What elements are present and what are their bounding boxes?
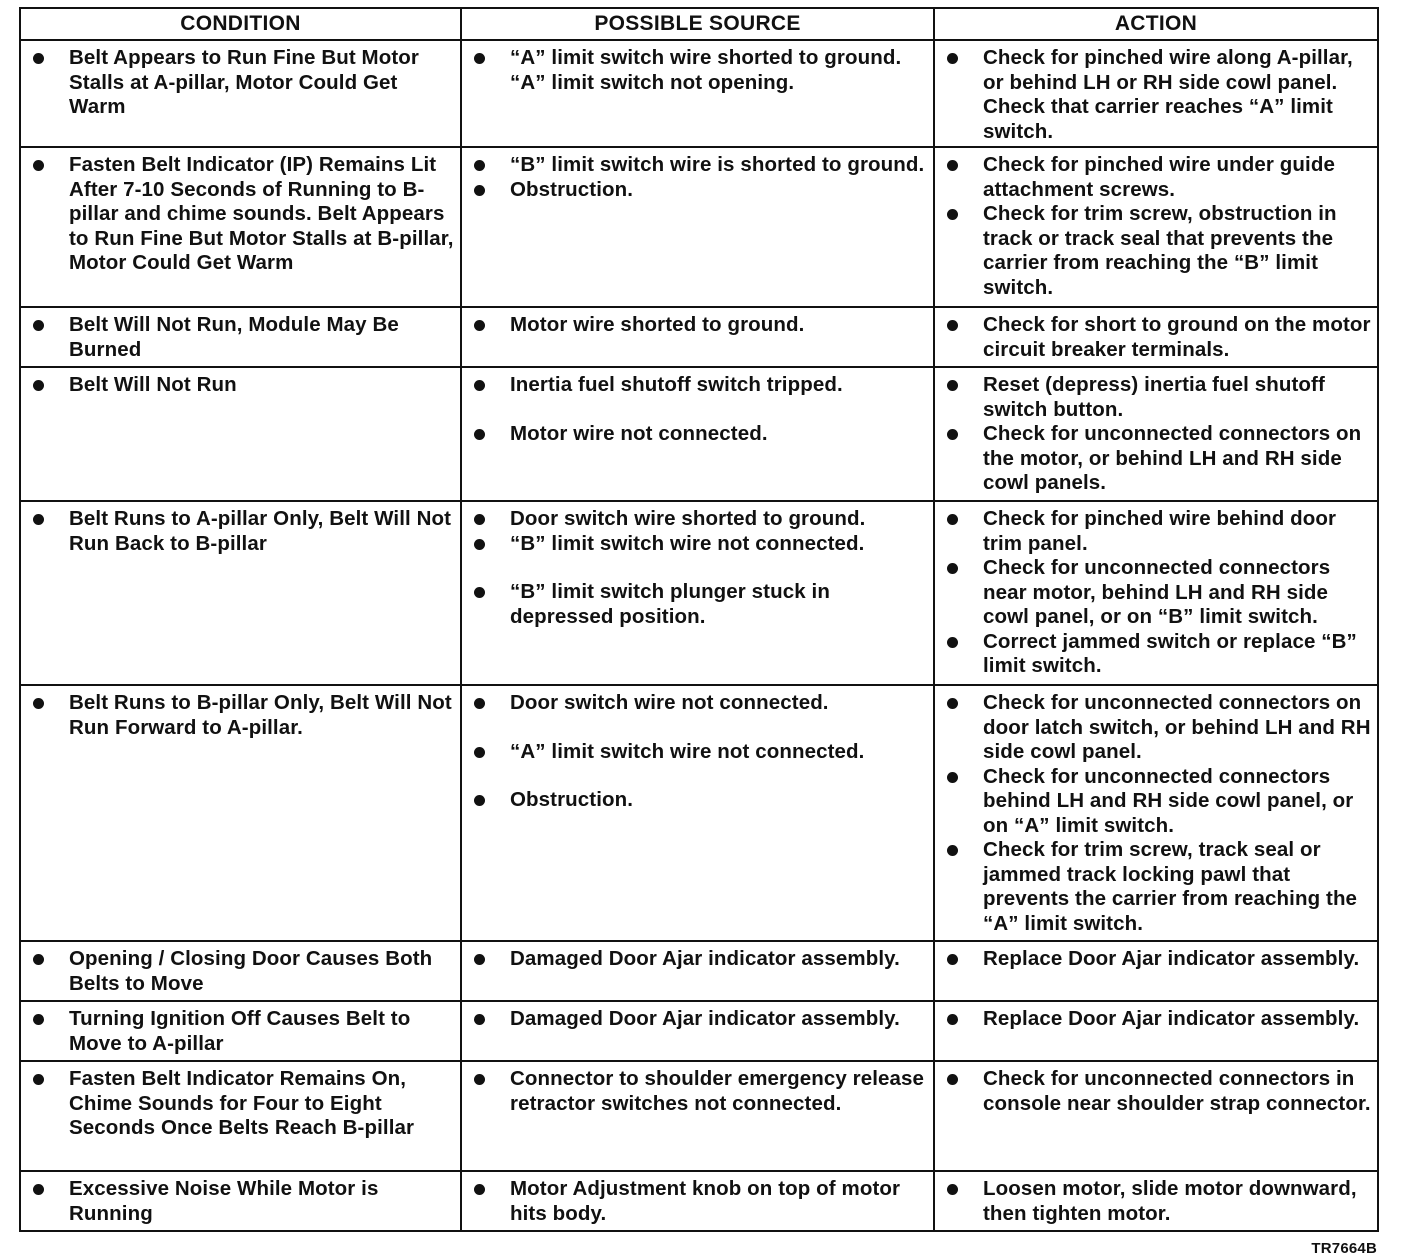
bullet-text: Check for unconnected connectors in console near shoulder strap connector. — [983, 1067, 1371, 1115]
bullet-text: Check for unconnected connectors on the motor, or behind LH and RH side cowl panels. — [983, 422, 1362, 494]
action-cell — [934, 1171, 1378, 1231]
bullet-item — [943, 422, 1371, 496]
condition-cell — [20, 1001, 461, 1061]
table-row — [20, 307, 1378, 367]
bullet-dot-icon — [33, 954, 44, 965]
bullet-text: Check for pinched wire behind door trim panel. — [983, 507, 1337, 555]
bullet-item — [470, 691, 927, 716]
bullet-item — [943, 691, 1371, 765]
bullet-list — [470, 691, 927, 813]
bullet-dot-icon — [947, 563, 958, 574]
bullet-dot-icon — [33, 380, 44, 391]
table-row — [20, 1001, 1378, 1061]
bullet-dot-icon — [474, 380, 485, 391]
bullet-text: Door switch wire shorted to ground. — [510, 507, 866, 530]
bullet-dot-icon — [33, 53, 44, 64]
bullet-list — [470, 1007, 927, 1032]
bullet-dot-icon — [33, 1184, 44, 1195]
bullet-list — [29, 507, 454, 556]
bullet-item — [943, 153, 1371, 202]
bullet-item — [470, 788, 927, 813]
bullet-text: Motor wire not connected. — [510, 421, 768, 445]
bullet-list — [29, 46, 454, 120]
bullet-text: Belt Runs to A-pillar Only, Belt Will Not Run Back to B-pillar — [69, 507, 452, 555]
bullet-text: “A” limit switch wire not connected. — [510, 739, 865, 763]
bullet-item — [470, 532, 927, 557]
bullet-text: Connector to shoulder emergency release retractor switches not connected. — [510, 1067, 925, 1115]
bullet-list — [470, 1177, 927, 1226]
bullet-dot-icon — [33, 1074, 44, 1085]
bullet-item — [943, 373, 1371, 422]
bullet-list — [470, 1067, 927, 1116]
bullet-item — [29, 691, 454, 740]
bullet-text: Excessive Noise While Motor is Running — [69, 1177, 379, 1225]
bullet-list — [29, 1177, 454, 1226]
bullet-text: “B” limit switch wire is shorted to ground. — [510, 153, 925, 176]
bullet-dot-icon — [474, 185, 485, 196]
bullet-dot-icon — [474, 587, 485, 598]
bullet-item — [470, 1007, 927, 1032]
bullet-dot-icon — [474, 747, 485, 758]
bullet-list — [29, 313, 454, 362]
bullet-dot-icon — [947, 698, 958, 709]
bullet-text: Door switch wire not connected. — [510, 691, 829, 714]
bullet-list — [29, 1007, 454, 1056]
bullet-text: Replace Door Ajar indicator assembly. — [983, 947, 1360, 970]
table-header — [20, 8, 1378, 40]
bullet-text: Check for unconnected connectors behind LH and RH side cowl panel, or on “A” limit switch. — [983, 764, 1354, 837]
bullet-text: Belt Will Not Run, Module May Be Burned — [69, 313, 399, 361]
bullet-dot-icon — [33, 698, 44, 709]
bullet-text: Turning Ignition Off Causes Belt to Move to A-pillar — [69, 1007, 411, 1055]
bullet-list — [29, 153, 454, 276]
table-row — [20, 147, 1378, 307]
bullet-text: Obstruction. — [510, 788, 634, 811]
bullet-text: Check for short to ground on the motor circuit breaker terminals. — [983, 313, 1371, 361]
bullet-item — [943, 46, 1371, 144]
bullet-item — [29, 1067, 454, 1141]
possible-source-cell — [461, 307, 934, 367]
bullet-dot-icon — [947, 53, 958, 64]
table-row — [20, 367, 1378, 501]
bullet-dot-icon — [33, 1014, 44, 1025]
table-row — [20, 501, 1378, 685]
action-cell — [934, 40, 1378, 147]
table-row — [20, 1061, 1378, 1171]
bullet-item — [470, 422, 927, 447]
bullet-dot-icon — [474, 514, 485, 525]
bullet-list — [29, 1067, 454, 1141]
bullet-dot-icon — [947, 209, 958, 220]
bullet-text: Belt Runs to B-pillar Only, Belt Will Not Run Forward to A-pillar. — [69, 691, 452, 739]
action-cell — [934, 147, 1378, 307]
condition-cell — [20, 1171, 461, 1231]
bullet-list — [943, 1177, 1371, 1226]
bullet-item — [470, 507, 927, 532]
bullet-text: Check for pinched wire under guide attachment screws. — [983, 153, 1335, 201]
condition-cell — [20, 941, 461, 1001]
bullet-dot-icon — [947, 1014, 958, 1025]
possible-source-cell — [461, 1001, 934, 1061]
bullet-item — [29, 46, 454, 120]
bullet-dot-icon — [947, 845, 958, 856]
bullet-item — [470, 1067, 927, 1116]
bullet-text: Belt Appears to Run Fine But Motor Stalls at A-pillar, Motor Could Get Warm — [69, 46, 419, 118]
bullet-item — [29, 153, 454, 276]
bullet-dot-icon — [947, 320, 958, 331]
action-cell — [934, 1001, 1378, 1061]
possible-source-cell — [461, 941, 934, 1001]
bullet-dot-icon — [474, 539, 485, 550]
bullet-item — [943, 556, 1371, 630]
bullet-item — [943, 202, 1371, 300]
bullet-dot-icon — [947, 1074, 958, 1085]
condition-column-header: CONDITION — [20, 8, 461, 40]
bullet-text: Check for pinched wire along A-pillar, or behind LH or RH side cowl panel. Check that carrier reaches “A” limit switch. — [983, 46, 1353, 143]
possible-source-cell — [461, 1061, 934, 1171]
bullet-text: Damaged Door Ajar indicator assembly. — [510, 1007, 900, 1030]
action-cell — [934, 501, 1378, 685]
condition-cell — [20, 307, 461, 367]
bullet-list — [943, 373, 1371, 496]
bullet-text: Motor Adjustment knob on top of motor hits body. — [510, 1177, 901, 1225]
possible-source-cell — [461, 501, 934, 685]
action-cell — [934, 941, 1378, 1001]
bullet-text: Loosen motor, slide motor downward, then tighten motor. — [983, 1177, 1357, 1225]
bullet-dot-icon — [474, 954, 485, 965]
bullet-text: Replace Door Ajar indicator assembly. — [983, 1007, 1360, 1030]
bullet-text: Fasten Belt Indicator Remains On, Chime Sounds for Four to Eight Seconds Once Belts Reach B-pillar — [69, 1067, 415, 1139]
bullet-dot-icon — [474, 698, 485, 709]
bullet-list — [943, 313, 1371, 362]
bullet-item — [29, 947, 454, 996]
bullet-dot-icon — [947, 160, 958, 171]
bullet-text: Check for trim screw, obstruction in track or track seal that prevents the carrier from reaching the “B” limit switch. — [983, 202, 1337, 299]
bullet-item — [470, 153, 927, 178]
bullet-item — [470, 580, 927, 629]
bullet-item — [470, 740, 927, 765]
bullet-item — [470, 373, 927, 398]
condition-cell — [20, 685, 461, 941]
bullet-item — [29, 507, 454, 556]
bullet-item — [29, 1177, 454, 1226]
bullet-item — [470, 46, 927, 95]
bullet-list — [943, 1067, 1371, 1116]
bullet-dot-icon — [947, 637, 958, 648]
table-row — [20, 40, 1378, 147]
bullet-item — [470, 947, 927, 972]
condition-cell — [20, 1061, 461, 1171]
action-column-header: ACTION — [934, 8, 1378, 40]
bullet-text: Inertia fuel shutoff switch tripped. — [510, 373, 843, 396]
bullet-dot-icon — [474, 53, 485, 64]
bullet-list — [943, 507, 1371, 679]
bullet-list — [470, 507, 927, 629]
bullet-dot-icon — [474, 1074, 485, 1085]
possible-source-cell — [461, 1171, 934, 1231]
bullet-text: “A” limit switch wire shorted to ground. “A” limit switch not opening. — [510, 46, 902, 94]
bullet-text: Belt Will Not Run — [69, 373, 237, 396]
bullet-item — [943, 630, 1371, 679]
bullet-list — [470, 947, 927, 972]
bullet-dot-icon — [474, 429, 485, 440]
bullet-dot-icon — [33, 160, 44, 171]
action-cell — [934, 685, 1378, 941]
bullet-text: “B” limit switch wire not connected. — [510, 531, 865, 555]
bullet-item — [29, 373, 454, 398]
diagnosis-table — [19, 7, 1379, 1232]
bullet-item — [943, 313, 1371, 362]
bullet-list — [943, 1007, 1371, 1032]
bullet-dot-icon — [33, 514, 44, 525]
bullet-text: Obstruction. — [510, 177, 634, 201]
figure-code: TR7664B — [1311, 1240, 1377, 1257]
bullet-text: Opening / Closing Door Causes Both Belts to Move — [69, 947, 433, 995]
bullet-dot-icon — [947, 514, 958, 525]
bullet-list — [470, 313, 927, 338]
bullet-item — [29, 313, 454, 362]
bullet-item — [470, 178, 927, 203]
table-row — [20, 941, 1378, 1001]
bullet-list — [943, 947, 1371, 972]
bullet-text: Motor wire shorted to ground. — [510, 313, 805, 336]
bullet-item — [943, 1177, 1371, 1226]
possible-source-cell — [461, 147, 934, 307]
bullet-text: Check for unconnected connectors near motor, behind LH and RH side cowl panel, or on “B” limit switch. — [983, 556, 1331, 628]
bullet-item — [470, 313, 927, 338]
bullet-list — [29, 691, 454, 740]
bullet-item — [943, 1007, 1371, 1032]
bullet-text: Check for trim screw, track seal or jammed track locking pawl that prevents the carrier from reaching the “A” limit switch. — [983, 838, 1358, 935]
bullet-text: Damaged Door Ajar indicator assembly. — [510, 947, 900, 970]
header-row — [20, 8, 1378, 40]
bullet-text: Fasten Belt Indicator (IP) Remains Lit After 7-10 Seconds of Running to B-pillar and chime sounds. Belt Appears to Run Fine But Motor Stalls at B-pillar, Motor Could Get Warm — [69, 153, 454, 274]
bullet-item — [943, 765, 1371, 839]
table-row — [20, 1171, 1378, 1231]
bullet-list — [29, 373, 454, 398]
table-body — [20, 40, 1378, 1231]
bullet-text: Reset (depress) inertia fuel shutoff switch button. — [983, 373, 1325, 421]
table-row — [20, 685, 1378, 941]
action-cell — [934, 367, 1378, 501]
possible-source-column-header: POSSIBLE SOURCE — [461, 8, 934, 40]
bullet-list — [943, 46, 1371, 144]
bullet-dot-icon — [474, 1014, 485, 1025]
bullet-list — [943, 153, 1371, 300]
bullet-dot-icon — [474, 795, 485, 806]
possible-source-cell — [461, 685, 934, 941]
bullet-item — [29, 1007, 454, 1056]
action-cell — [934, 1061, 1378, 1171]
condition-cell — [20, 40, 461, 147]
bullet-dot-icon — [474, 160, 485, 171]
bullet-dot-icon — [474, 1184, 485, 1195]
bullet-list — [943, 691, 1371, 936]
action-cell — [934, 307, 1378, 367]
possible-source-cell — [461, 367, 934, 501]
bullet-item — [470, 1177, 927, 1226]
bullet-list — [470, 373, 927, 446]
bullet-item — [943, 838, 1371, 936]
bullet-text: Check for unconnected connectors on door latch switch, or behind LH and RH side cowl panel. — [983, 691, 1371, 763]
bullet-dot-icon — [33, 320, 44, 331]
bullet-list — [29, 947, 454, 996]
condition-cell — [20, 501, 461, 685]
possible-source-cell — [461, 40, 934, 147]
condition-cell — [20, 367, 461, 501]
bullet-dot-icon — [947, 1184, 958, 1195]
condition-cell — [20, 147, 461, 307]
bullet-item — [943, 507, 1371, 556]
bullet-dot-icon — [474, 320, 485, 331]
bullet-text: “B” limit switch plunger stuck in depressed position. — [510, 580, 830, 628]
bullet-list — [470, 153, 927, 202]
bullet-dot-icon — [947, 429, 958, 440]
bullet-list — [470, 46, 927, 95]
bullet-dot-icon — [947, 380, 958, 391]
bullet-item — [943, 947, 1371, 972]
bullet-dot-icon — [947, 772, 958, 783]
bullet-dot-icon — [947, 954, 958, 965]
bullet-item — [943, 1067, 1371, 1116]
bullet-text: Correct jammed switch or replace “B” limit switch. — [983, 629, 1357, 677]
